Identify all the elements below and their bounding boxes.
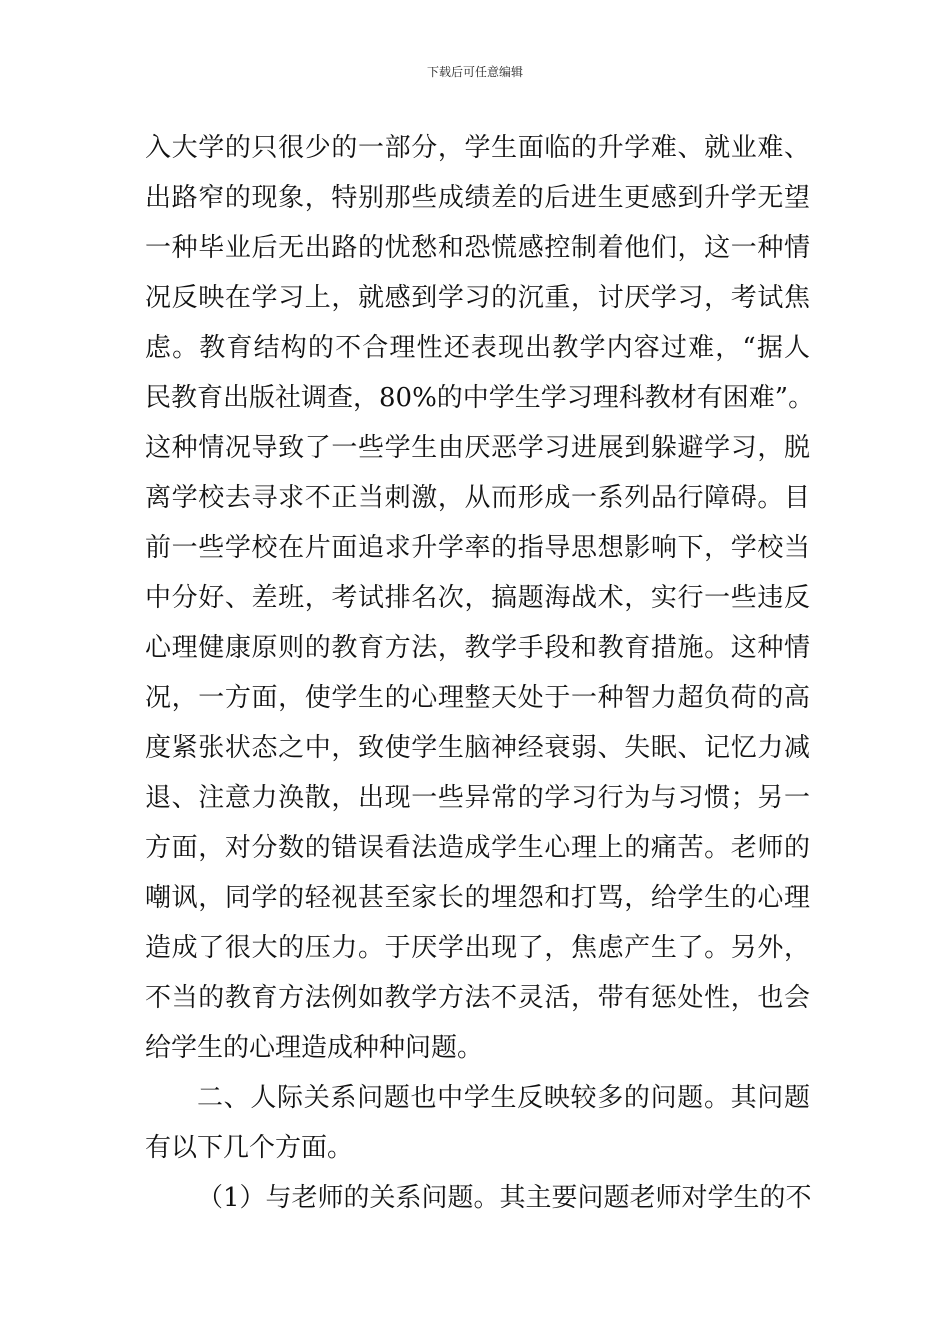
text-line-1: 入大学的只很少的一部分，学生面临的升学难、就业难、 (145, 133, 810, 163)
text-line-8: 离学校去寻求不正当刺激，从而形成一系列品行障碍。目 (145, 483, 810, 513)
text-line-18: 不当的教育方法例如教学方法不灵活，带有惩处性，也会 (145, 983, 810, 1013)
text-line-16: 嘲讽，同学的轻视甚至家长的埋怨和打骂，给学生的心理 (145, 883, 810, 913)
page-header: 下载后可任意编辑 (426, 65, 523, 79)
sub-item-line: （1）与老师的关系问题。其主要问题老师对学生的不 (197, 1183, 812, 1213)
text-line-9: 前一些学校在片面追求升学率的指导思想影响下，学校当 (145, 533, 810, 563)
text-line-10: 中分好、差班，考试排名次，搞题海战术，实行一些违反 (145, 583, 810, 613)
text-line-19: 给学生的心理造成种种问题。 (145, 1033, 484, 1063)
document-body (145, 123, 815, 1223)
text-line-6: 民教育出版社调查，80%的中学生学习理科教材有困难”。 (145, 383, 815, 413)
text-line-13: 度紧张状态之中，致使学生脑神经衰弱、失眠、记忆力减 (145, 733, 810, 763)
text-line-4: 况反映在学习上，就感到学习的沉重，讨厌学习，考试焦 (145, 283, 810, 313)
text-line-3: 一种毕业后无出路的忧愁和恐慌感控制着他们，这一种情 (145, 233, 810, 263)
text-line-12: 况，一方面，使学生的心理整天处于一种智力超负荷的高 (145, 683, 810, 713)
text-line-15: 方面，对分数的错误看法造成学生心理上的痛苦。老师的 (145, 833, 810, 863)
text-line-11: 心理健康原则的教育方法，教学手段和教育措施。这种情 (145, 633, 810, 663)
text-line-21: 有以下几个方面。 (145, 1133, 354, 1163)
section-heading-line: 二、人际关系问题也中学生反映较多的问题。其问题 (197, 1083, 810, 1113)
text-line-5: 虑。教育结构的不合理性还表现出教学内容过难，“据人 (145, 333, 810, 363)
text-line-14: 退、注意力涣散，出现一些异常的学习行为与习惯；另一 (145, 783, 810, 813)
text-line-2: 出路窄的现象，特别那些成绩差的后进生更感到升学无望 (145, 183, 810, 213)
text-line-7: 这种情况导致了一些学生由厌恶学习进展到躲避学习，脱 (145, 433, 810, 463)
text-line-17: 造成了很大的压力。于厌学出现了，焦虑产生了。另外， (145, 933, 810, 963)
